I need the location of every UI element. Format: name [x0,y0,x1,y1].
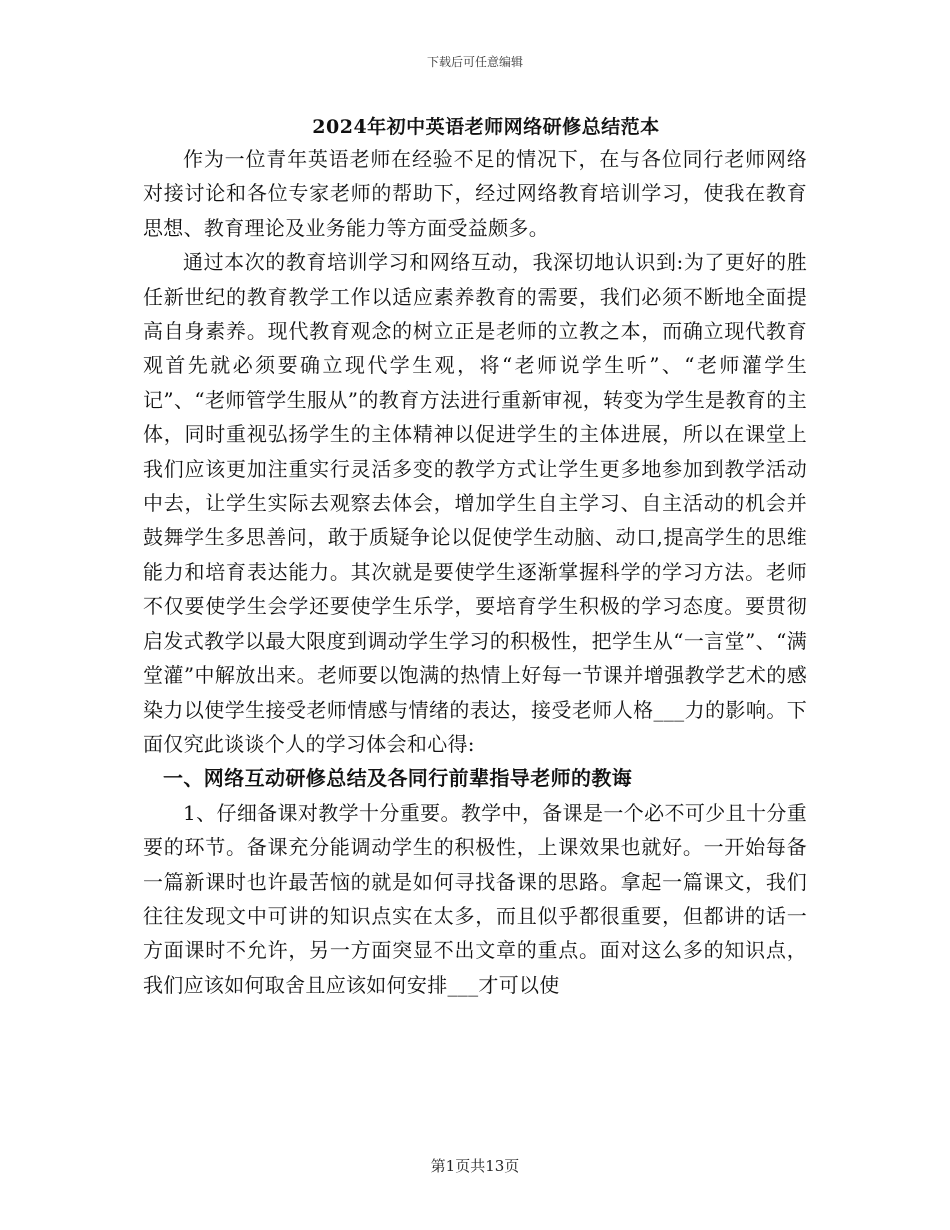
paragraph-section-1: 1、仔细备课对教学十分重要。教学中，备课是一个必不可少且十分重要的环节。备课充分能调动学生的积极性，上课效果也就好。一开始每备一篇新课时也许最苦恼的就是如何寻找备课的思路。拿起一篇课文，我们往往发现文中可讲的知识点实在太多，而且似乎都很重要，但都讲的话一方面课时不允许，另一方面突显不出文章的重点。面对这么多的知识点，我们应该如何取舍且应该如何安排___才可以使 [143,800,807,997]
document-title: 2024年初中英语老师网络研修总结范本 [312,116,660,138]
paragraph-main: 通过本次的教育培训学习和网络互动，我深切地认识到:为了更好的胜任新世纪的教育教学工作以适应素养教育的需要，我们必须不断地全面提高自身素养。现代教育观念的树立正是老师的立教之本，而确立现代教育观首先就必须要确立现代学生观，将“老师说学生听”、“老师灌学生记”、“老师管学生服从”的教育方法进行重新审视，转变为学生是教育的主体，同时重视弘扬学生的主体精神以促进学生的主体进展，所以在课堂上我们应该更加注重实行灵活多变的教学方式让学生更多地参加到教学活动中去，让学生实际去观察去体会，增加学生自主学习、自主活动的机会并鼓舞学生多思善问，敢于质疑争论以促使学生动脑、动口,提高学生的思维能力和培育表达能力。其次就是要使学生逐渐掌握科学的学习方法。老师不仅要使学生会学还要使学生乐学，要培育学生积极的学习态度。要贯彻启发式教学以最大限度到调动学生学习的积极性，把学生从“一言堂”、“满堂灌”中解放出来。老师要以饱满的热情上好每一节课并增强教学艺术的感染力以使学生接受老师情感与情绪的表达，接受老师人格___力的影响。下面仅究此谈谈个人的学习体会和心得: [143,250,807,756]
header-note: 下载后可任意编辑 [426,55,523,69]
page-footer: 第1页共13页 [430,1157,520,1175]
section-heading: 一、网络互动研修总结及各同行前辈指导老师的教诲 [163,766,633,791]
paragraph-intro: 作为一位青年英语老师在经验不足的情况下，在与各位同行老师网络对接讨论和各位专家老师的帮助下，经过网络教育培训学习，使我在教育思想、教育理论及业务能力等方面受益颇多。 [143,147,807,240]
document-body [143,112,807,1002]
